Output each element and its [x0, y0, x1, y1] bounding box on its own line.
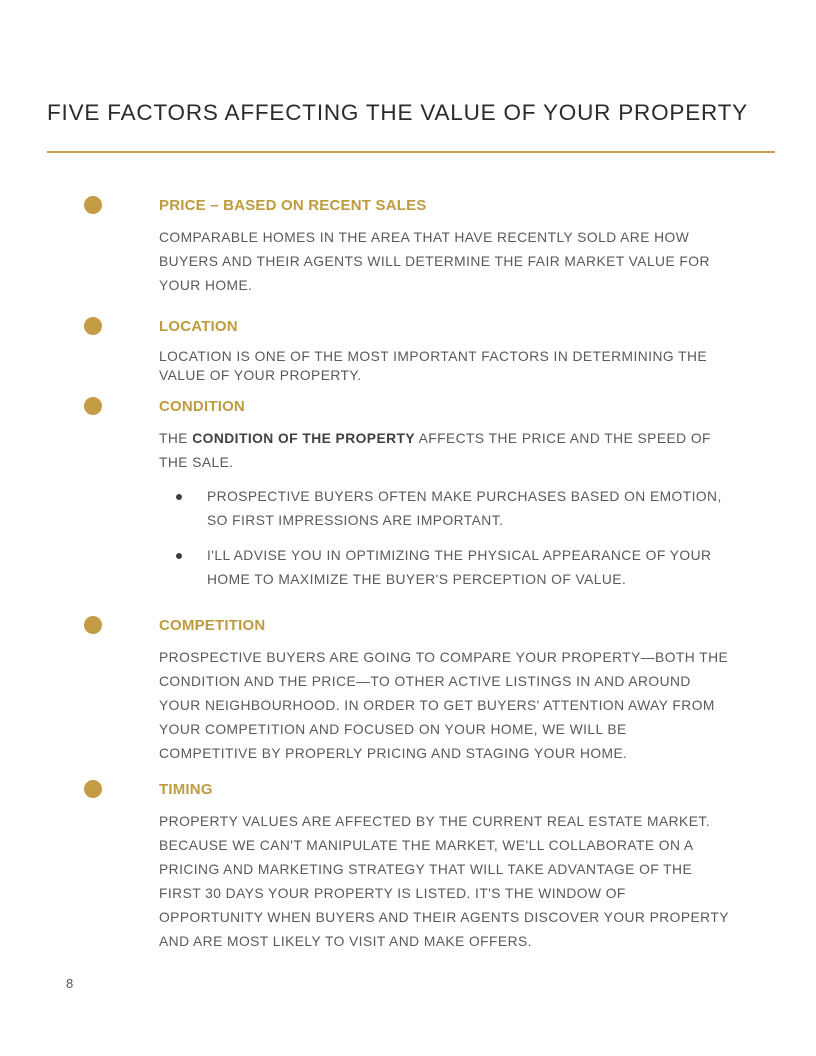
- sub-bullet-item: PROSPECTIVE BUYERS OFTEN MAKE PURCHASES BASED ON EMOTION, SO FIRST IMPRESSIONS ARE IMPORTANT.: [159, 485, 722, 533]
- gold-bullet-icon: [84, 196, 102, 214]
- text-run: COMPARABLE HOMES IN THE AREA THAT HAVE RECENTLY SOLD ARE HOW BUYERS AND THEIR AGENTS WILL DETERMINE THE FAIR MARKET VALUE FOR YOUR HOME.: [159, 230, 710, 293]
- factor-section: [47, 398, 775, 592]
- bold-text-run: CONDITION OF THE PROPERTY: [192, 431, 416, 446]
- sub-bullet-item: I'LL ADVISE YOU IN OPTIMIZING THE PHYSICAL APPEARANCE OF YOUR HOME TO MAXIMIZE THE BUYER'S PERCEPTION OF VALUE.: [159, 544, 722, 592]
- page-content: [47, 0, 775, 954]
- title-divider: [47, 151, 775, 153]
- page-number: 8: [66, 976, 74, 991]
- factor-paragraph: [159, 347, 729, 385]
- factor-paragraph: [159, 226, 729, 298]
- gold-bullet-icon: [84, 616, 102, 634]
- factor-content: [159, 617, 775, 766]
- gold-bullet-icon: [84, 397, 102, 415]
- text-run: AFFECTS THE PRICE AND THE SPEED OF THE SALE.: [159, 431, 711, 470]
- factor-section: [47, 781, 775, 954]
- factor-paragraph: [159, 646, 729, 766]
- page-title: FIVE FACTORS AFFECTING THE VALUE OF YOUR PROPERTY: [47, 100, 748, 125]
- factor-heading: TIMING: [159, 781, 213, 798]
- factor-content: [159, 781, 775, 954]
- factor-heading: CONDITION: [159, 398, 245, 415]
- text-run: PROPERTY VALUES ARE AFFECTED BY THE CURRENT REAL ESTATE MARKET. BECAUSE WE CAN'T MANIPULATE THE MARKET, WE'LL COLLABORATE ON A PRICING AND MARKETING STRATEGY THAT WILL TAKE ADVANTAGE OF THE FIRST 30 DAYS YOUR PROPERTY IS LISTED. IT'S THE WINDOW OF OPPORTUNITY WHEN BUYERS AND THEIR AGENTS DISCOVER YOUR PROPERTY AND ARE MOST LIKELY TO VISIT AND MAKE OFFERS.: [159, 814, 729, 949]
- factor-section: [47, 197, 775, 298]
- factor-content: [159, 197, 775, 298]
- text-run: THE: [159, 431, 193, 446]
- text-run: PROSPECTIVE BUYERS ARE GOING TO COMPARE YOUR PROPERTY—BOTH THE CONDITION AND THE PRICE—TO OTHER ACTIVE LISTINGS IN AND AROUND YOUR NEIGHBOURHOOD. IN ORDER TO GET BUYERS' ATTENTION AWAY FROM YOUR COMPETITION AND FOCUSED ON YOUR HOME, WE WILL BE COMPETITIVE BY PROPERLY PRICING AND STAGING YOUR HOME.: [159, 650, 729, 761]
- factor-heading: PRICE – BASED ON RECENT SALES: [159, 197, 427, 214]
- text-run: LOCATION IS ONE OF THE MOST IMPORTANT FACTORS IN DETERMINING THE VALUE OF YOUR PROPERTY.: [159, 349, 708, 383]
- factors-list: [47, 197, 775, 954]
- factor-section: [47, 318, 775, 385]
- factor-content: [159, 398, 775, 592]
- factor-content: [159, 318, 775, 385]
- sub-bullet-list: [159, 485, 775, 592]
- factor-paragraph: [159, 427, 729, 475]
- factor-heading: COMPETITION: [159, 617, 266, 634]
- factor-paragraph: [159, 810, 729, 954]
- gold-bullet-icon: [84, 780, 102, 798]
- factor-heading: LOCATION: [159, 318, 238, 335]
- factor-section: [47, 617, 775, 766]
- gold-bullet-icon: [84, 317, 102, 335]
